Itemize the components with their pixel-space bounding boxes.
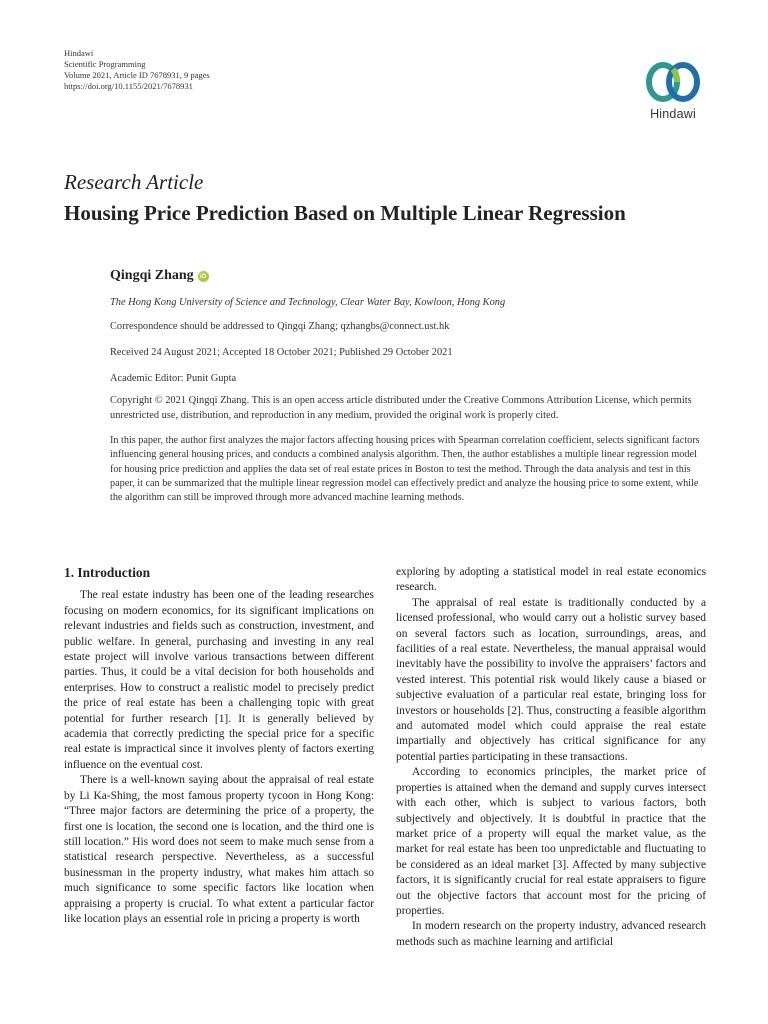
hindawi-wordmark: Hindawi	[650, 107, 696, 121]
body-paragraph: In modern research on the property industry, advanced research methods such as machine learning and artificial	[396, 920, 706, 948]
body-paragraph: The appraisal of real estate is traditionally conducted by a licensed professional, who would carry out a holistic survey based on several factors such as location, surroundings, areas, and facilities of a real estate. Nevertheless, the manual appraisal would inevitably have the possibility to involve the appraisers’ factors and vested interest. This potential risk would likely cause a biased or subjective evaluation of a particular real estate, bringing loss for investors or households [2]. Thus, constructing a feasible algorithm and automated model which could appraise the real estate impartially and objectively has critical significance for any potential parties participating in these transactions.	[396, 596, 706, 763]
orcid-icon[interactable]: iD	[198, 271, 209, 282]
hindawi-logo-icon	[643, 60, 703, 104]
doi-link[interactable]: https://doi.org/10.1155/2021/7678931	[64, 81, 193, 91]
body-column-left	[64, 565, 374, 927]
hindawi-logo	[634, 60, 712, 121]
body-column-right	[396, 565, 706, 950]
publisher-name: Hindawi	[64, 48, 94, 58]
affiliation: The Hong Kong University of Science and Technology, Clear Water Bay, Kowloon, Hong Kong	[110, 297, 506, 308]
publication-dates: Received 24 August 2021; Accepted 18 October 2021; Published 29 October 2021	[110, 347, 453, 358]
correspondence: Correspondence should be addressed to Qingqi Zhang; qzhangbs@connect.ust.hk	[110, 321, 450, 332]
body-paragraph: There is a well-known saying about the appraisal of real estate by Li Ka-Shing, the most famous property tycoon in Hong Kong: “Three major factors are determining the price of a property, the first one is location, the second one is location, and the third one is still location.” His word does not seem to make much sense from a statistical research perspective. Nevertheless, as a successful businessman in the property industry, what makes him attach so much significance to some specific factors like location when appraising a property is crucial. To what extent a particular factor like location plays an essential role in pricing a property is worth	[64, 774, 374, 925]
volume-line: Volume 2021, Article ID 7678931, 9 pages	[64, 70, 210, 80]
copyright-notice: Copyright © 2021 Qingqi Zhang. This is an open access article distributed under the Creative Commons Attribution License, which permits unrestricted use, distribution, and reproduction in any medium, provided the original work is properly cited.	[110, 395, 692, 421]
article-type: Research Article	[64, 170, 204, 194]
academic-editor: Academic Editor: Punit Gupta	[110, 373, 237, 384]
body-paragraph: According to economics principles, the market price of properties is attained when the demand and supply curves intersect with each other, which is subject to various factors, both subjectively and objectively. It is doubtful in practice that the market price of a property will equal the market value, as the market for real estate has been too unpredictable and fluctuating to be considered as an ideal market [3]. Affected by many subjective factors, it is significantly crucial for real estate appraisers to figure out the objective factors that account most for the pricing of properties.	[396, 766, 706, 917]
body-paragraph: The real estate industry has been one of the leading researches focusing on modern economics, for its significant implications on relevant industries and fields such as construction, investment, and public welfare. In general, purchasing and investing in any real estate project will involve various transactions between different parties. Thus, it could be a vital decision for both households and enterprises. How to construct a realistic model to precisely predict the price of real estate has been a challenging topic with great potential for further research [1]. It is generally believed by academia that correctly predicting the special price for a specific real estate is impractical since it involves plenty of factors exerting influence on the eventual cost.	[64, 589, 374, 771]
author-line	[110, 268, 209, 284]
author-name[interactable]: Qingqi Zhang	[110, 268, 194, 283]
section-heading-introduction: 1. Introduction	[64, 565, 151, 580]
article-title: Housing Price Prediction Based on Multiple Linear Regression	[64, 201, 626, 225]
journal-name: Scientific Programming	[64, 59, 146, 69]
journal-meta	[64, 48, 210, 92]
abstract: In this paper, the author first analyzes the major factors affecting housing prices with Spearman correlation coefficient, selects significant factors influencing general housing prices, and conducts a combined analysis algorithm. Then, the author establishes a multiple linear regression model for housing price prediction and applies the data set of real estate prices in Boston to test the method. Through the data analysis and test in this paper, it can be summarized that the multiple linear regression model can effectively predict and analyze the housing price to some extent, while the algorithm can still be improved through more advanced machine learning methods.	[110, 435, 700, 504]
body-paragraph: exploring by adopting a statistical model in real estate economics research.	[396, 566, 706, 594]
